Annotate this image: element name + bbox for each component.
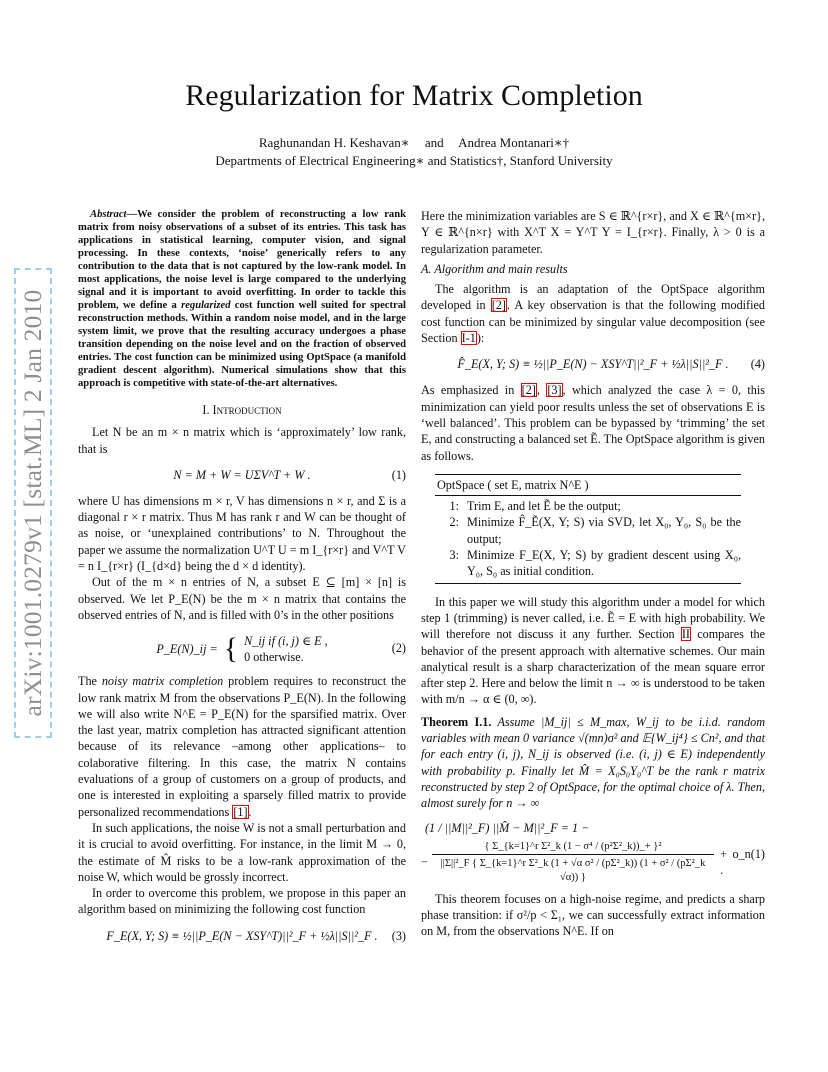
equation-5-line-1: (1 / ||M||²_F) ||M̂ − M||²_F = 1 − <box>425 820 590 835</box>
right-paragraph-2-mid: . A key observation is that the following modified cost function can be minimized by singular value decomposition (see Section <box>421 298 765 346</box>
algorithm-steps <box>435 496 741 583</box>
intro-paragraph-3: Out of the m × n entries of N, a subset E ⊆ [m] × [n] is observed. We let P_E(N) be the m × n matrix that contains the observed entries of N, and is filled with 0’s in the other positions <box>78 575 406 622</box>
abstract-label: Abstract <box>90 209 127 220</box>
citation-link-3[interactable]: [3] <box>547 383 562 398</box>
algorithm-step <box>435 514 741 547</box>
equation-2-case-1: N_ij if (i, j) ∈ E , <box>244 634 328 649</box>
right-paragraph-2-pre: The algorithm is an adaptation of the OptSpace algorithm developed in <box>421 282 765 313</box>
theorem-1-1 <box>421 714 765 812</box>
right-paragraph-3 <box>421 382 765 463</box>
equation-3-number: (3) <box>391 928 406 943</box>
algorithm-step-number: 2: <box>449 515 459 530</box>
equation-1-body: N = M + W = UΣV^T + W . <box>173 467 311 482</box>
equation-3 <box>78 925 406 947</box>
abstract-emphasis: regularized <box>181 300 231 311</box>
equation-4-number: (4) <box>750 357 765 372</box>
citation-link-2[interactable]: [2] <box>491 298 506 313</box>
algorithm-step-text: Minimize F̂_Ẽ(X, Y; S) via SVD, let X₀, Y₀, S₀ be the output; <box>467 515 741 546</box>
right-paragraph-4 <box>421 594 765 708</box>
right-paragraph-3-body: , which analyzed the case λ = 0, this minimization can yield poor results unless the set of observations E is ‘well balanced’. This problem can be bypassed by ‘trimming’ the set E, and constructing a balanced set Ẽ. The OptSpace algorithm is given as follows. <box>421 383 766 463</box>
algorithm-header: OptSpace ( set E, matrix N^E ) <box>435 474 741 496</box>
equation-4 <box>421 353 765 375</box>
author-conjunction: and <box>424 135 444 150</box>
section-link-ii[interactable]: II <box>681 627 690 642</box>
equation-4-body: F̂_E(X, Y; S) ≡ ½||P_E(N) − XSY^T||²_F + ½λ||S||²_F . <box>457 357 729 372</box>
citation-link-2b[interactable]: [2] <box>521 383 536 398</box>
intro-paragraph-5: In such applications, the noise W is not a small perturbation and it is crucial to avoid overfitting. For instance, in the limit M → 0, the estimate of M̂ risks to be a low-rank approximation of the noise W, which would be grossly incorrect. <box>78 820 406 884</box>
author-line <box>0 135 828 151</box>
intro-paragraph-4-end: . <box>248 804 252 819</box>
right-paragraph-3-sep: , <box>536 383 547 398</box>
right-paragraph-1: Here the minimization variables are S ∈ ℝ^{r×r}, and X ∈ ℝ^{m×r}, Y ∈ ℝ^{n×r} with X^T X = Y^T Y = I_{r×r}. Finally, λ > 0 is a regularization parameter. <box>421 209 765 256</box>
abstract-text-1: —We consider the problem of reconstructing a low rank matrix from noisy observations of a subset of its entries. This task has applications in statistical learning, computer vision, and signal processing. In these contexts, ‘noise’ generically refers to any contribution to the data that is not captured by the low-rank model. In most applications, the noise level is large compared to the underlying signal and it is important to avoid overfitting. In order to tackle this problem, we define a <box>78 209 406 311</box>
author-1: Raghunandan H. Keshavan∗ <box>258 135 410 150</box>
right-paragraph-4-pre: In this paper we will study this algorithm under a model for which step 1 (trimming) is never called, i.e. Ẽ = E with high probability. We will therefore not discuss it any further. Section <box>421 594 765 642</box>
equation-2-case-2: 0 otherwise. <box>244 650 304 665</box>
algorithm-step-number: 1: <box>449 499 459 514</box>
citation-link-1[interactable]: [1] <box>233 804 248 819</box>
equation-3-body: F_E(X, Y; S) ≡ ½||P_E(N − XSY^T)||²_F + ½λ||S||²_F . <box>106 928 378 943</box>
section-link-i1[interactable]: I-1 <box>461 331 476 346</box>
right-paragraph-3-pre: As emphasized in <box>421 383 521 398</box>
equation-1 <box>78 464 406 486</box>
algorithm-step-text: Trim E, and let Ẽ be the output; <box>467 499 621 514</box>
right-paragraph-4-body: compares the behavior of the present approach with alternative schemes. Our main analytical result is a sharp characterization of the mean square error after step 2. Here and below the limit n → ∞ is understood to be taken with m/n → α ∈ (0, ∞). <box>421 627 765 707</box>
algorithm-step <box>435 498 741 514</box>
theorem-label: Theorem I.1. <box>421 714 492 729</box>
abstract-text-2: cost function well suited for spectral reconstruction methods. Within a random noise model, and in the large system limit, we prove that the resulting accuracy undergoes a phase transition depending on the noise level and on the fraction of observed entries. The cost function can be minimized using OptSpace (a manifold gradient descent algorithm). Numerical simulations show that this approach is competitive with state-of-the-art alternatives. <box>78 300 406 389</box>
algorithm-step <box>435 547 741 580</box>
affiliation: Departments of Electrical Engineering∗ and Statistics†, Stanford University <box>215 153 613 168</box>
right-paragraph-2-end: ): <box>476 331 485 346</box>
subsection-heading-algorithm: A. Algorithm and main results <box>421 261 568 276</box>
arxiv-stamp-text: arXiv:1001.0279v1 [stat.ML] 2 Jan 2010 <box>18 289 47 717</box>
intro-paragraph-1: Let N be an m × n matrix which is ‘approximately’ low rank, that is <box>78 425 406 456</box>
right-paragraph-2 <box>421 281 765 346</box>
equation-5: (1 / ||M||²_F) ||M̂ − M||²_F = 1 − − { Σ_{k=1}^r Σ²_k (1 − σ⁴ / (p²Σ²_k))_+ }² ||Σ||²_F { Σ_{k=1}^r Σ²_k (1 + √α σ² / (pΣ²_k)) (1 + σ² / (pΣ²_k √α)) } + o_n(1) . <box>421 820 765 883</box>
equation-5-numerator: { Σ_{k=1}^r Σ²_k (1 − σ⁴ / (p²Σ²_k))_+ }² <box>484 840 662 852</box>
right-column <box>421 208 765 940</box>
right-paragraph-5: This theorem focuses on a high-noise regime, and predicts a sharp phase transition: if σ²/p < Σ₁, we can successfully extract information on M, from the observations N^E. If on <box>421 891 765 939</box>
left-column <box>78 208 406 954</box>
theorem-text: Assume |M_ij| ≤ M_max, W_ij to be i.i.d. random variables with mean 0 variance √(mn)σ² and 𝔼{W_ij⁴} ≤ Cn², and that for each entry (i, j), N_ij is observed (i.e. (i, j) ∈ E) independently with probability p. Finally let M̂ = X₀S₀Y₀^T be the rank r matrix reconstructed by step 2 of OptSpace, for the optimal choice of λ. Then, almost surely for n → ∞ <box>421 714 765 811</box>
algorithm-step-text: Minimize F_E(X, Y; S) by gradient descent using X₀, Y₀, S₀ as initial condition. <box>467 548 741 579</box>
intro-paragraph-4-emphasis: noisy matrix completion <box>101 674 224 689</box>
abstract <box>78 208 406 390</box>
intro-paragraph-4 <box>78 673 406 820</box>
paper-title: Regularization for Matrix Completion <box>185 79 643 112</box>
algorithm-box <box>435 474 741 584</box>
section-heading-introduction: I. Introduction <box>202 403 282 417</box>
algorithm-step-number: 3: <box>449 548 459 563</box>
author-2: Andrea Montanari∗† <box>458 135 570 150</box>
intro-paragraph-4-body: problem requires to reconstruct the low rank matrix M from the observations P_E(N). In the following we will also write N^E = P_E(N) for the sparsified matrix. Over the last year, matrix completion has attracted significant attention because of its relevance –among other applications– to colaborative filtering. In this case, the matrix N contains evaluations of a group of customers on a group of products, and one is interested in exploiting a sparsely filled matrix to provide personalized recommendations <box>78 674 406 819</box>
equation-1-number: (1) <box>391 467 406 482</box>
equation-5-denominator: ||Σ||²_F { Σ_{k=1}^r Σ²_k (1 + √α σ² / (pΣ²_k)) (1 + σ² / (pΣ²_k √α)) } <box>432 854 714 885</box>
equation-5-tail: + o_n(1) . <box>720 847 765 878</box>
intro-paragraph-6: In order to overcome this problem, we propose in this paper an algorithm based on minimizing the following cost function <box>78 886 406 917</box>
intro-paragraph-2: where U has dimensions m × r, V has dimensions n × r, and Σ is a diagonal r × r matrix. Thus M has rank r and W can be thought of as noise, or ‘unexplained contributions’ to N. Throughout the paper we assume the normalization U^T U = m I_{r×r} and V^T V = n I_{r×r} (I_{d×d} being the d × d identity). <box>78 493 406 574</box>
intro-paragraph-4-pre: The <box>78 674 102 689</box>
arxiv-stamp <box>14 268 52 738</box>
equation-2: P_E(N)_ij = { N_ij if (i, j) ∈ E , 0 otherwise. (2) <box>78 630 406 666</box>
equation-2-number: (2) <box>391 641 406 656</box>
equation-2-lhs: P_E(N)_ij = <box>156 642 218 657</box>
